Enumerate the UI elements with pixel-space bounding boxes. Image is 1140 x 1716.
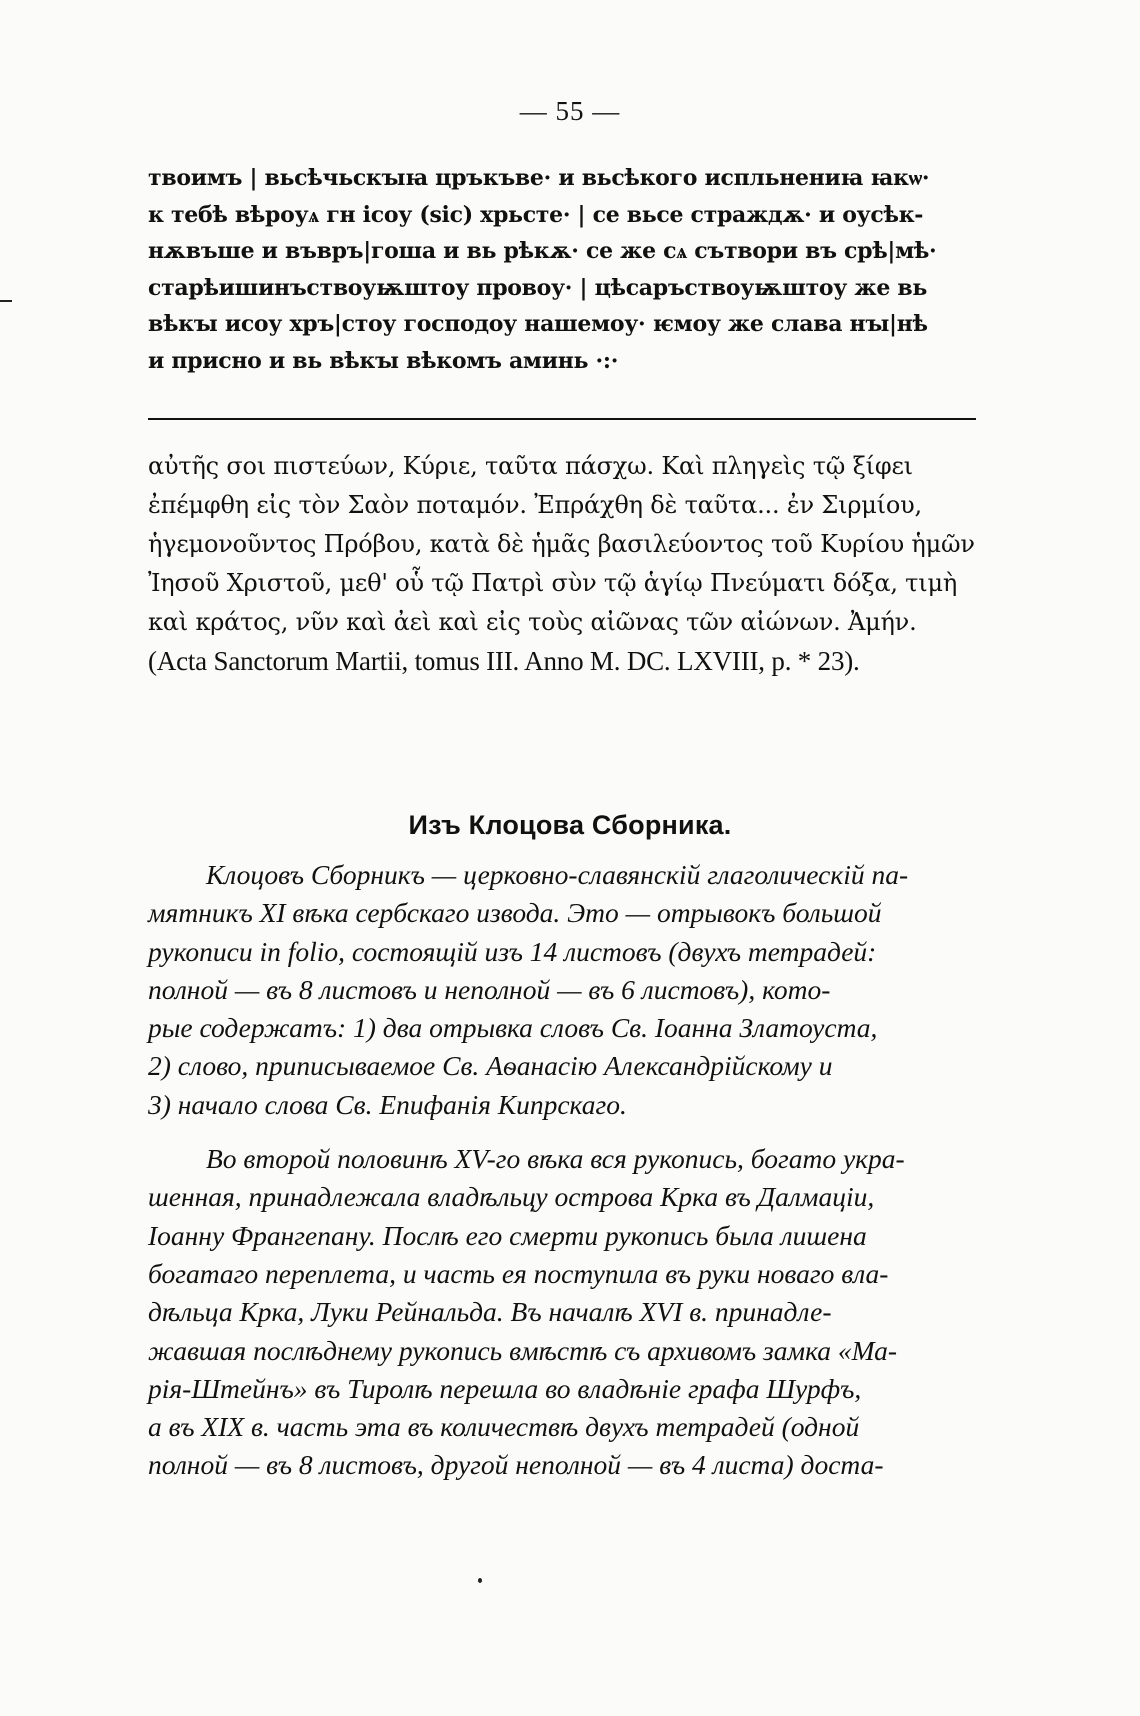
paragraph-line: а въ XIX в. часть эта въ количествѣ двухъ тетрадей (одной <box>148 1411 860 1443</box>
horizontal-rule <box>148 418 976 420</box>
scan-edge-mark <box>0 300 12 302</box>
slavonic-line: нѫвъше и въвръ|гоша и вь рѣкѫ· се же сѧ сътвори въ срѣ|мѣ· <box>148 238 937 264</box>
greek-line: αὐτῆς σοι πιστεύων, Κύριε, ταῦτα πάσχω. Καὶ πληγεὶς τῷ ξίφει <box>148 452 913 480</box>
paragraph-1 <box>148 856 978 1124</box>
slavonic-line: старѣишинъствоуѭштоу провоу· | цѣсаръствоуѭштоу же вь <box>148 274 928 301</box>
paragraph-line: Во второй половинѣ XV-го вѣка вся рукопись, богато укра- <box>206 1143 905 1175</box>
slavonic-line: к тебѣ вѣроуѧ гн ісоу (sic) хрьсте· | се вьсе страждѫ· и оусѣк- <box>148 201 924 228</box>
ink-speck <box>478 1578 482 1583</box>
paragraph-line: шенная, принадлежала владѣльцу острова Крка въ Далмаціи, <box>148 1181 875 1213</box>
paragraph-line: полной — въ 8 листовъ, другой неполной — въ 4 листа) доста- <box>148 1449 884 1481</box>
church-slavonic-text-block <box>148 160 978 379</box>
paragraph-line: Клоцовъ Сборникъ — церковно-славянскій глаголическій па- <box>206 859 909 890</box>
paragraph-line: рые содержатъ: 1) два отрывка словъ Св. Іоанна Златоуста, <box>148 1012 878 1044</box>
paragraph-line: жавшая послѣднему рукопись вмѣстѣ съ архивомъ замка «Ма- <box>148 1334 898 1366</box>
greek-line: ἡγεμονοῦντος Πρόβου, κατὰ δὲ ἡμᾶς βασιλεύοντος τοῦ Κυρίου ἡμῶν <box>148 530 975 558</box>
paragraph-line: полной — въ 8 листовъ и неполной — въ 6 листовъ), кото- <box>148 973 831 1005</box>
paragraph-line: богатаго переплета, и часть ея поступила въ руки новаго вла- <box>148 1257 889 1289</box>
paragraph-line: Іоанну Франгепану. Послѣ его смерти рукопись была лишена <box>148 1219 867 1251</box>
paragraph-line: рія-Штейнъ» въ Тиролѣ перешла во владѣніе графа Шурфъ, <box>148 1372 862 1404</box>
paragraph-line: дѣльца Крка, Луки Рейнальда. Въ началѣ XVI в. принадле- <box>148 1296 832 1328</box>
russian-body-text <box>148 856 978 1485</box>
paragraph-line: 3) начало слова Св. Епифанія Кипрскаго. <box>148 1088 627 1120</box>
page-number: — 55 — <box>519 96 621 126</box>
citation: (Acta Sanctorum Martii, tomus III. Anno M. DC. LXVIII, p. * 23). <box>148 646 860 676</box>
paragraph-line: 2) слово, приписываемое Св. Аѳанасію Александрійскому и <box>148 1050 833 1082</box>
greek-line: ἐπέμφθη εἰς τὸν Σαὸν ποταμόν. Ἐπράχθη δὲ ταῦτα... ἐν Σιρμίου, <box>148 491 922 519</box>
paragraph-line: рукописи in folio, состоящій изъ 14 листовъ (двухъ тетрадей: <box>148 935 877 967</box>
paragraph-line: мятникъ XI вѣка сербскаго извода. Это — отрывокъ большой <box>148 897 882 929</box>
slavonic-line: твоимъ | вьсѣчьскꙑꙗ цръкъве· и вьсѣкого испльнениꙗ ꙗкѡ· <box>148 165 930 191</box>
slavonic-line: вѣкꙑ исоу хръ|стоу господоу нашемоу· ѥмоу же слава нꙑ|нѣ <box>148 311 928 337</box>
greek-text-block <box>148 447 978 681</box>
paragraph-2 <box>148 1140 978 1485</box>
greek-line: Ἰησοῦ Χριστοῦ, μεθ' οὗ τῷ Πατρὶ σὺν τῷ ἁγίῳ Πνεύματι δόξα, τιμὴ <box>148 569 958 597</box>
slavonic-line: и присно и вь вѣкꙑ вѣкомъ аминь ·:· <box>148 347 619 374</box>
greek-line: καὶ κράτος, νῦν καὶ ἀεὶ καὶ εἰς τοὺς αἰῶνας τῶν αἰώνων. Ἀμήν. <box>148 608 917 636</box>
section-heading: Изъ Клоцова Сборника. <box>408 810 732 840</box>
